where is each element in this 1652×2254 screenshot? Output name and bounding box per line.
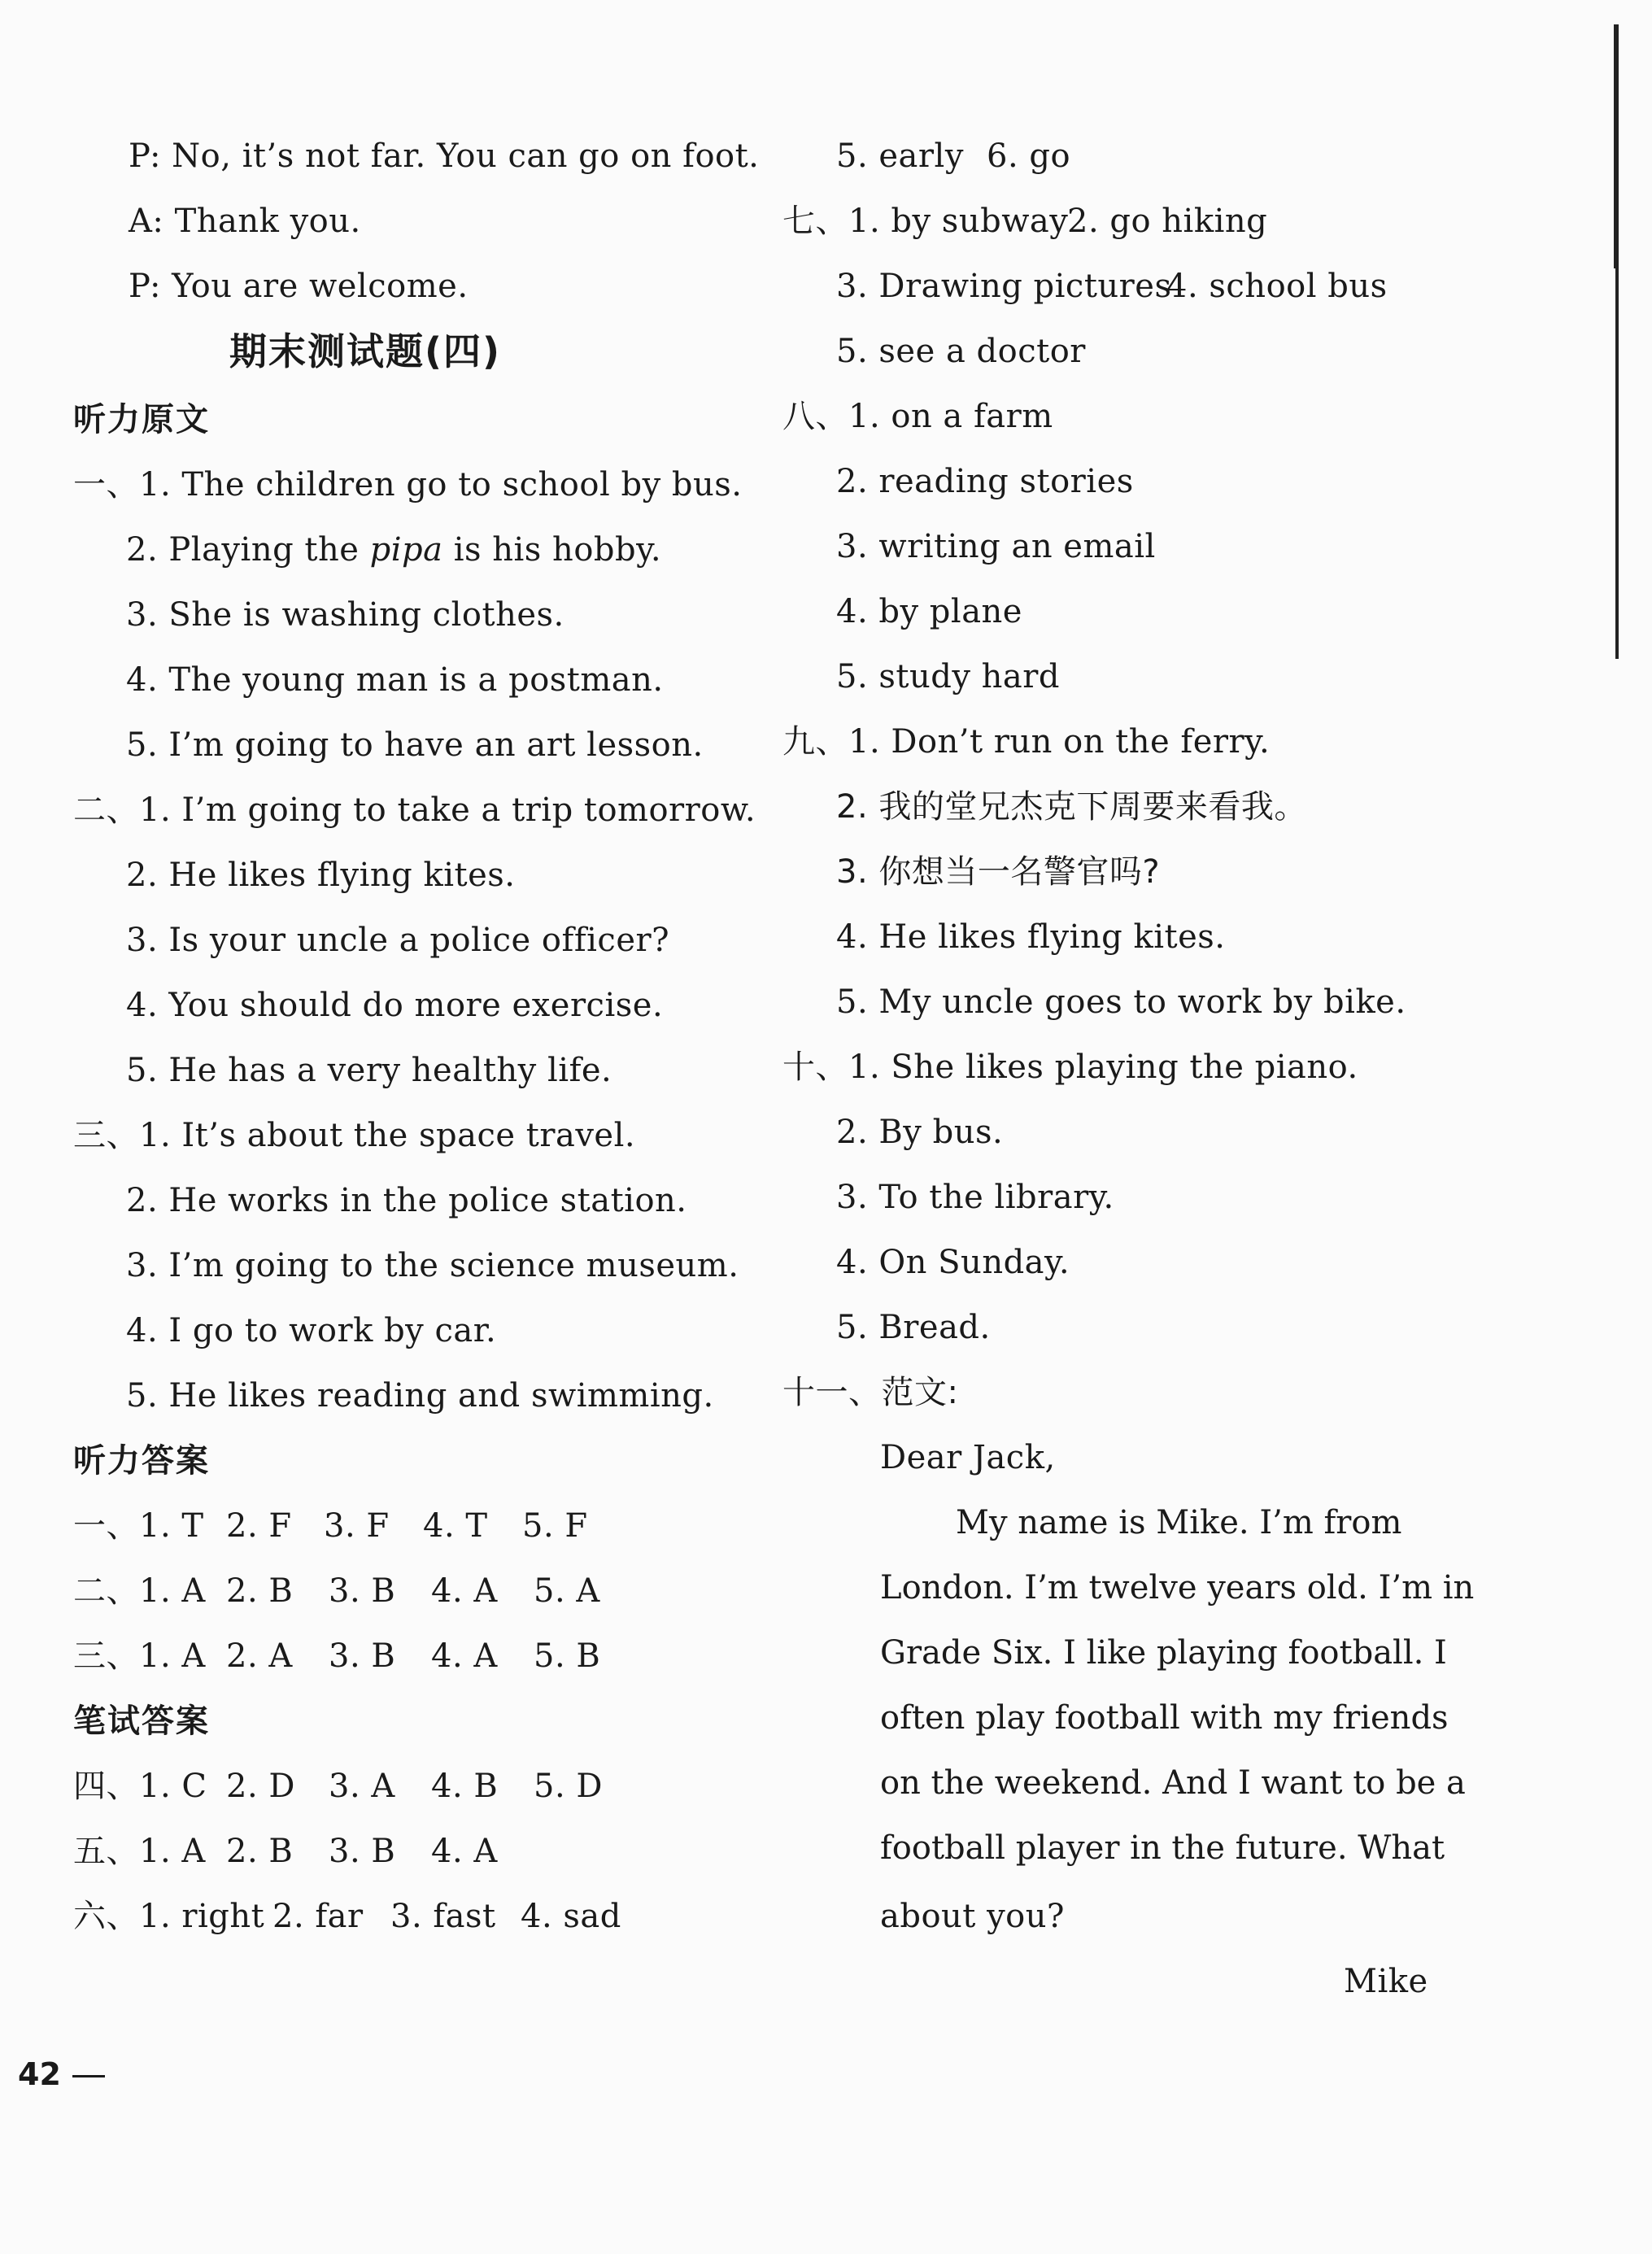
sec2-item: 2. He likes flying kites.	[126, 857, 516, 894]
answer: 3. fast	[390, 1898, 496, 1935]
essay-line: Grade Six. I like playing football. I	[880, 1634, 1447, 1672]
answer: 七、1. by subway	[782, 203, 1069, 240]
essay-line: football player in the future. What	[880, 1829, 1445, 1867]
listening-answers-row	[73, 1635, 600, 1677]
sec3-item: 三、1. It’s about the space travel.	[73, 1117, 636, 1154]
page-number: 42	[18, 2056, 61, 2092]
sec3-item: 5. He likes reading and swimming.	[126, 1377, 714, 1415]
written-answers-row	[73, 1830, 498, 1873]
answer: 5. A	[534, 1572, 600, 1610]
answer: 4. A	[431, 1833, 498, 1870]
answer: 5. see a doctor	[836, 333, 1086, 370]
answer: 六、1. right	[73, 1898, 265, 1935]
answer: 4. He likes flying kites.	[836, 918, 1226, 956]
essay-greeting: Dear Jack,	[880, 1439, 1056, 1476]
answer: 2. D	[226, 1768, 295, 1805]
answer: 四、1. C	[73, 1768, 207, 1805]
listening-text-heading: 听力原文	[73, 401, 210, 438]
answer: 5. Bread.	[836, 1309, 991, 1346]
answer: 6. go	[987, 137, 1071, 175]
answer: 4. A	[431, 1572, 498, 1610]
answer: 4. A	[431, 1637, 498, 1675]
written-answers-row	[73, 1895, 621, 1938]
listening-answers-row	[73, 1505, 588, 1547]
written-answers-heading: 笔试答案	[73, 1702, 210, 1740]
answer: 八、1. on a farm	[782, 398, 1053, 435]
scan-edge-line	[1615, 268, 1619, 659]
sec1-item: 3. She is washing clothes.	[126, 596, 564, 634]
dialog-line: P: No, it’s not far. You can go on foot.	[129, 137, 760, 175]
written-answers-row	[836, 135, 1070, 177]
answer: 2. reading stories	[836, 463, 1134, 500]
sec1-item-italic: pipa	[369, 531, 443, 569]
answer: 2. B	[226, 1833, 294, 1870]
essay-line: often play football with my friends	[880, 1699, 1449, 1737]
answer: 2. 我的堂兄杰克下周要来看我。	[836, 788, 1307, 826]
essay-label: 十一、范文:	[782, 1374, 959, 1411]
sec1-item	[126, 529, 661, 571]
answer: 4. On Sunday.	[836, 1244, 1070, 1281]
answer: 5. D	[534, 1768, 603, 1805]
sec1-item-part: 2. Playing the	[126, 531, 360, 569]
sec1-item: 5. I’m going to have an art lesson.	[126, 726, 704, 764]
answer: 3. B	[329, 1572, 396, 1610]
answer: 5. My uncle goes to work by bike.	[836, 983, 1406, 1021]
answer: 3. Drawing pictures	[836, 268, 1172, 305]
answer: 5. study hard	[836, 658, 1060, 695]
sec1-item-part: is his hobby.	[453, 531, 662, 569]
listening-answers-heading: 听力答案	[73, 1442, 210, 1480]
essay-line: on the weekend. And I want to be a	[880, 1764, 1466, 1802]
dialog-line: P: You are welcome.	[129, 268, 469, 305]
answer: 3. B	[329, 1637, 396, 1675]
answer: 九、1. Don’t run on the ferry.	[782, 723, 1271, 761]
answer: 三、1. A	[73, 1637, 206, 1675]
answer: 3. writing an email	[836, 528, 1156, 565]
sec2-item: 二、1. I’m going to take a trip tomorrow.	[73, 791, 756, 829]
answer: 5. early	[836, 137, 964, 175]
answer: 5. B	[534, 1637, 601, 1675]
answer: 4. T	[423, 1507, 488, 1545]
sec3-item: 3. I’m going to the science museum.	[126, 1247, 739, 1284]
footer-dash	[72, 2075, 105, 2077]
answer: 3. B	[329, 1833, 396, 1870]
answer: 2. far	[272, 1898, 364, 1935]
answer: 2. By bus.	[836, 1114, 1004, 1151]
test-title: 期末测试题(四)	[229, 329, 502, 373]
answer: 2. A	[226, 1637, 293, 1675]
sec2-item: 4. You should do more exercise.	[126, 987, 664, 1024]
sec2-item: 5. He has a very healthy life.	[126, 1052, 612, 1089]
dialog-line: A: Thank you.	[129, 203, 361, 240]
page-footer	[18, 2056, 105, 2092]
essay-line: London. I’m twelve years old. I’m in	[880, 1569, 1475, 1607]
answer: 二、1. A	[73, 1572, 206, 1610]
answer: 4. sad	[521, 1898, 621, 1935]
answer: 一、1. T	[73, 1507, 204, 1545]
answer: 5. F	[522, 1507, 588, 1545]
answer: 2. go hiking	[1067, 203, 1268, 240]
sec2-item: 3. Is your uncle a police officer?	[126, 922, 670, 959]
answer: 2. F	[226, 1507, 292, 1545]
scan-edge-line	[1614, 24, 1619, 268]
answer: 2. B	[226, 1572, 294, 1610]
essay-line: My name is Mike. I’m from	[956, 1504, 1402, 1541]
answer: 十、1. She likes playing the piano.	[782, 1049, 1358, 1086]
answer: 4. school bus	[1166, 268, 1388, 305]
essay-line: about you?	[880, 1898, 1065, 1935]
sec3-item: 2. He works in the police station.	[126, 1182, 687, 1219]
sec1-item: 4. The young man is a postman.	[126, 661, 664, 699]
answer: 3. To the library.	[836, 1179, 1114, 1216]
answer: 3. A	[329, 1768, 395, 1805]
sec1-item: 一、1. The children go to school by bus.	[73, 466, 743, 504]
answer: 3. 你想当一名警官吗?	[836, 853, 1161, 891]
listening-answers-row	[73, 1570, 600, 1612]
essay-signature: Mike	[1344, 1963, 1428, 2000]
answer: 五、1. A	[73, 1833, 206, 1870]
answer: 4. B	[431, 1768, 499, 1805]
written-answers-row	[782, 200, 1267, 242]
written-answers-row	[836, 265, 1388, 307]
written-answers-row	[73, 1765, 603, 1807]
sec3-item: 4. I go to work by car.	[126, 1312, 497, 1349]
answer: 3. F	[324, 1507, 390, 1545]
answer: 4. by plane	[836, 593, 1022, 630]
